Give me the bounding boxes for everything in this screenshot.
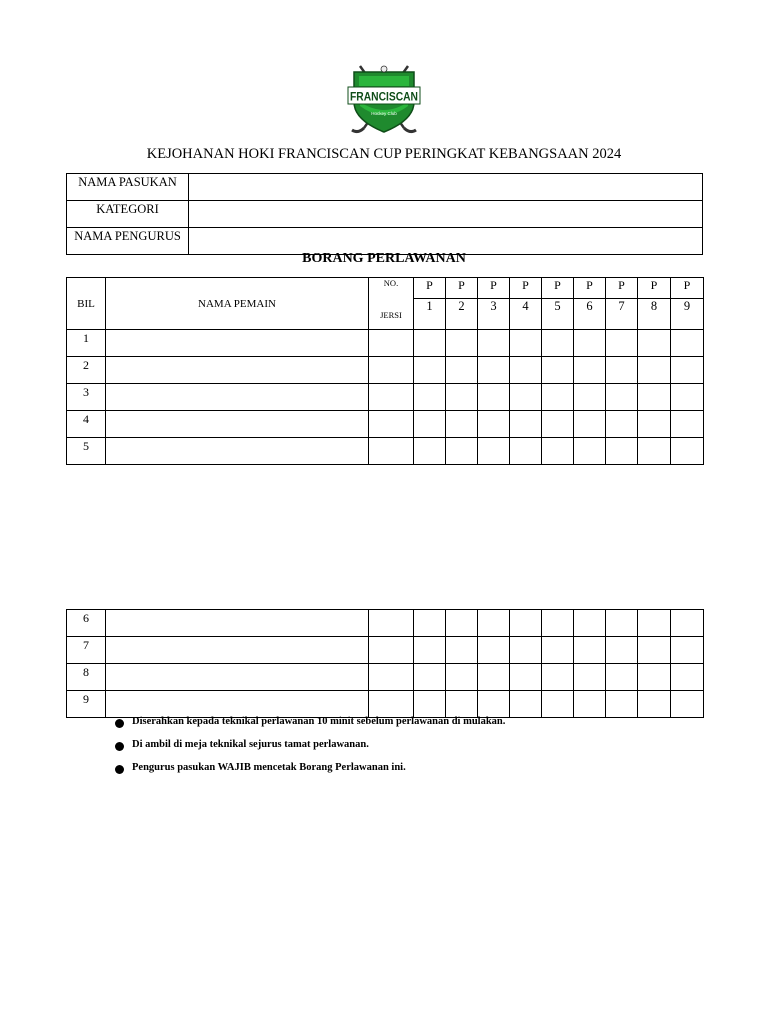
period-cell[interactable] xyxy=(606,438,638,465)
period-cell[interactable] xyxy=(478,438,510,465)
player-name-cell[interactable] xyxy=(106,664,369,691)
period-cell[interactable] xyxy=(414,357,446,384)
player-name-cell[interactable] xyxy=(106,637,369,664)
row-number: 6 xyxy=(67,610,106,637)
row-number: 9 xyxy=(67,691,106,718)
jersey-no-cell[interactable] xyxy=(369,384,414,411)
header-p-label: P xyxy=(414,278,446,299)
match-form-table-top xyxy=(66,277,704,465)
row-number: 7 xyxy=(67,637,106,664)
period-cell[interactable] xyxy=(414,691,446,718)
row-number: 1 xyxy=(67,330,106,357)
period-cell[interactable] xyxy=(542,637,574,664)
header-p-label: P xyxy=(478,278,510,299)
period-cell[interactable] xyxy=(478,411,510,438)
jersey-no-cell[interactable] xyxy=(369,330,414,357)
period-cell[interactable] xyxy=(671,357,704,384)
period-cell[interactable] xyxy=(638,637,671,664)
period-cell[interactable] xyxy=(606,330,638,357)
player-row xyxy=(67,610,704,637)
period-cell[interactable] xyxy=(446,330,478,357)
instruction-item xyxy=(115,762,505,785)
period-cell[interactable] xyxy=(574,330,606,357)
period-cell[interactable] xyxy=(671,664,704,691)
period-cell[interactable] xyxy=(574,357,606,384)
period-cell[interactable] xyxy=(478,691,510,718)
instruction-text: Pengurus pasukan WAJIB mencetak Borang Perlawanan ini. xyxy=(132,762,406,773)
header-p-label: P xyxy=(606,278,638,299)
header-p-label: P xyxy=(542,278,574,299)
period-cell[interactable] xyxy=(446,691,478,718)
team-name-label: NAMA PASUKAN xyxy=(67,174,189,201)
header-p-label: P xyxy=(574,278,606,299)
period-cell[interactable] xyxy=(510,610,542,637)
period-cell[interactable] xyxy=(478,330,510,357)
period-cell[interactable] xyxy=(638,691,671,718)
header-p-number: 6 xyxy=(574,299,606,330)
header-p-label: P xyxy=(446,278,478,299)
player-name-cell[interactable] xyxy=(106,610,369,637)
period-cell[interactable] xyxy=(671,438,704,465)
period-cell[interactable] xyxy=(638,411,671,438)
franciscan-logo xyxy=(346,62,422,140)
period-cell[interactable] xyxy=(446,610,478,637)
period-cell[interactable] xyxy=(671,384,704,411)
svg-text:FRANCISCAN: FRANCISCAN xyxy=(350,89,418,104)
period-cell[interactable] xyxy=(478,664,510,691)
period-cell[interactable] xyxy=(510,438,542,465)
period-cell[interactable] xyxy=(542,384,574,411)
period-cell[interactable] xyxy=(510,330,542,357)
header-row-labels xyxy=(67,278,704,299)
period-cell[interactable] xyxy=(574,384,606,411)
period-cell[interactable] xyxy=(542,610,574,637)
period-cell[interactable] xyxy=(478,610,510,637)
player-row xyxy=(67,357,704,384)
period-cell[interactable] xyxy=(478,357,510,384)
header-p-label: P xyxy=(671,278,704,299)
header-p-label: P xyxy=(510,278,542,299)
period-cell[interactable] xyxy=(671,637,704,664)
instruction-item xyxy=(115,716,505,739)
period-cell[interactable] xyxy=(510,637,542,664)
period-cell[interactable] xyxy=(414,637,446,664)
header-player-name: NAMA PEMAIN xyxy=(106,278,369,330)
period-cell[interactable] xyxy=(574,411,606,438)
form-title: BORANG PERLAWANAN xyxy=(302,251,466,266)
period-cell[interactable] xyxy=(606,637,638,664)
header-bil: BIL xyxy=(67,278,106,330)
row-number: 5 xyxy=(67,438,106,465)
player-row xyxy=(67,637,704,664)
period-cell[interactable] xyxy=(606,610,638,637)
period-cell[interactable] xyxy=(574,664,606,691)
team-name-row xyxy=(67,174,703,201)
player-row xyxy=(67,691,704,718)
player-name-cell[interactable] xyxy=(106,691,369,718)
jersey-no-cell[interactable] xyxy=(369,357,414,384)
period-cell[interactable] xyxy=(446,357,478,384)
period-cell[interactable] xyxy=(606,411,638,438)
period-cell[interactable] xyxy=(606,664,638,691)
player-row xyxy=(67,664,704,691)
player-row xyxy=(67,438,704,465)
period-cell[interactable] xyxy=(542,664,574,691)
player-rows-bottom xyxy=(67,610,704,718)
player-row xyxy=(67,330,704,357)
document-title: KEJOHANAN HOKI FRANCISCAN CUP PERINGKAT KEBANGSAAN 2024 xyxy=(146,146,622,162)
period-cell[interactable] xyxy=(478,637,510,664)
instruction-text: Di ambil di meja teknikal sejurus tamat perlawanan. xyxy=(132,739,369,750)
period-cell[interactable] xyxy=(414,610,446,637)
team-info-table xyxy=(66,173,703,255)
player-name-cell[interactable] xyxy=(106,411,369,438)
period-cell[interactable] xyxy=(638,384,671,411)
jersey-no-cell[interactable] xyxy=(369,610,414,637)
row-number: 3 xyxy=(67,384,106,411)
period-cell[interactable] xyxy=(638,357,671,384)
jersey-no-cell[interactable] xyxy=(369,664,414,691)
bullet-icon xyxy=(115,765,124,774)
period-cell[interactable] xyxy=(446,438,478,465)
period-cell[interactable] xyxy=(542,438,574,465)
period-cell[interactable] xyxy=(510,664,542,691)
row-number: 2 xyxy=(67,357,106,384)
category-label: KATEGORI xyxy=(67,201,189,228)
header-jersey-no xyxy=(369,278,414,330)
instruction-item xyxy=(115,739,505,762)
period-cell[interactable] xyxy=(510,411,542,438)
period-cell[interactable] xyxy=(671,411,704,438)
jersey-no-cell[interactable] xyxy=(369,411,414,438)
match-form-table-bottom xyxy=(66,609,704,718)
period-cell[interactable] xyxy=(606,691,638,718)
period-cell[interactable] xyxy=(671,610,704,637)
player-name-cell[interactable] xyxy=(106,357,369,384)
period-cell[interactable] xyxy=(510,357,542,384)
period-cell[interactable] xyxy=(446,637,478,664)
category-field[interactable] xyxy=(189,201,703,228)
header-p-label: P xyxy=(638,278,671,299)
period-cell[interactable] xyxy=(542,691,574,718)
header-p-number: 7 xyxy=(606,299,638,330)
period-cell[interactable] xyxy=(574,691,606,718)
period-cell[interactable] xyxy=(414,330,446,357)
row-number: 8 xyxy=(67,664,106,691)
period-cell[interactable] xyxy=(638,610,671,637)
header-p-number: 3 xyxy=(478,299,510,330)
period-cell[interactable] xyxy=(542,330,574,357)
jersey-no-cell[interactable] xyxy=(369,691,414,718)
period-cell[interactable] xyxy=(414,411,446,438)
period-cell[interactable] xyxy=(510,691,542,718)
period-cell[interactable] xyxy=(478,384,510,411)
header-p-number: 1 xyxy=(414,299,446,330)
period-cell[interactable] xyxy=(574,610,606,637)
bullet-icon xyxy=(115,742,124,751)
period-cell[interactable] xyxy=(574,438,606,465)
bullet-icon xyxy=(115,719,124,728)
instructions-list xyxy=(115,716,505,785)
instruction-text: Diserahkan kepada teknikal perlawanan 10 minit sebelum perlawanan di mulakan. xyxy=(132,716,506,727)
period-cell[interactable] xyxy=(542,411,574,438)
period-cell[interactable] xyxy=(638,330,671,357)
player-name-cell[interactable] xyxy=(106,384,369,411)
manager-label: NAMA PENGURUS xyxy=(67,228,189,255)
period-cell[interactable] xyxy=(542,357,574,384)
period-cell[interactable] xyxy=(446,384,478,411)
player-name-cell[interactable] xyxy=(106,438,369,465)
row-number: 4 xyxy=(67,411,106,438)
period-cell[interactable] xyxy=(671,330,704,357)
category-row xyxy=(67,201,703,228)
header-p-number: 9 xyxy=(671,299,704,330)
period-cell[interactable] xyxy=(574,637,606,664)
player-name-cell[interactable] xyxy=(106,330,369,357)
player-row xyxy=(67,384,704,411)
period-cell[interactable] xyxy=(638,438,671,465)
period-cell[interactable] xyxy=(606,357,638,384)
player-row xyxy=(67,411,704,438)
header-jersi-label: JERSI xyxy=(380,310,402,320)
jersey-no-cell[interactable] xyxy=(369,637,414,664)
header-p-number: 5 xyxy=(542,299,574,330)
jersey-no-cell[interactable] xyxy=(369,438,414,465)
header-p-number: 8 xyxy=(638,299,671,330)
period-cell[interactable] xyxy=(414,664,446,691)
period-cell[interactable] xyxy=(414,438,446,465)
period-cell[interactable] xyxy=(606,384,638,411)
period-cell[interactable] xyxy=(671,691,704,718)
header-p-number: 2 xyxy=(446,299,478,330)
period-cell[interactable] xyxy=(510,384,542,411)
period-cell[interactable] xyxy=(638,664,671,691)
period-cell[interactable] xyxy=(446,411,478,438)
period-cell[interactable] xyxy=(446,664,478,691)
header-p-number: 4 xyxy=(510,299,542,330)
player-rows-top xyxy=(67,330,704,465)
period-cell[interactable] xyxy=(414,384,446,411)
team-name-field[interactable] xyxy=(189,174,703,201)
svg-text:Hockey Club: Hockey Club xyxy=(371,111,397,116)
header-no-label: NO. xyxy=(383,278,399,288)
